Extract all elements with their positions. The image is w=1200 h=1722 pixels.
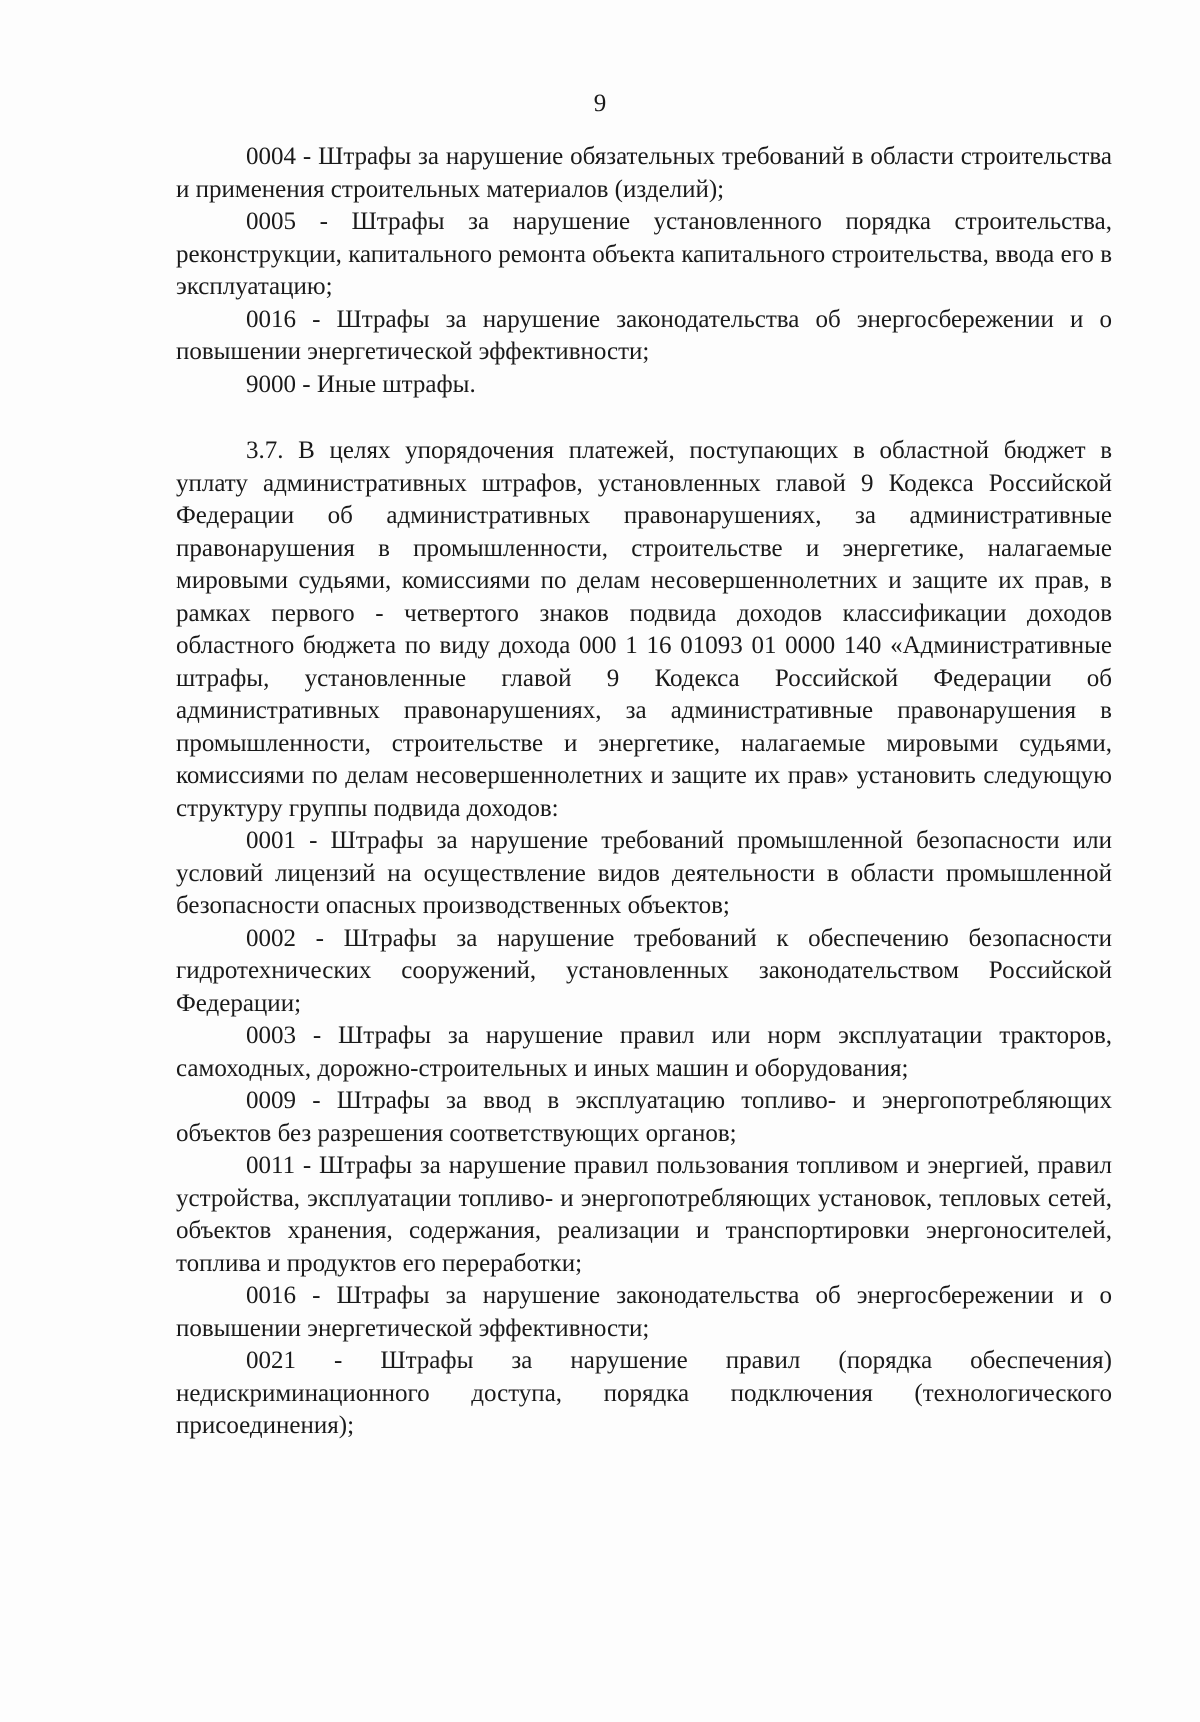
paragraph-code-0021: 0021 - Штрафы за нарушение правил (порядка обеспечения) недискриминационного доступа, порядка подключения (технологического присоединения); [176, 1347, 1112, 1439]
paragraph-code-0016-b: 0016 - Штрафы за нарушение законодательства об энергосбережении и о повышении энергетической эффективности; [176, 1282, 1112, 1342]
paragraph-code-0003: 0003 - Штрафы за нарушение правил или норм эксплуатации тракторов, самоходных, дорожно-строительных и иных машин и оборудования; [176, 1022, 1112, 1082]
document-body [176, 141, 1112, 1443]
paragraph-code-0009: 0009 - Штрафы за ввод в эксплуатацию топливо- и энергопотребляющих объектов без разрешения соответствующих органов; [176, 1087, 1112, 1147]
paragraph-code-0004: 0004 - Штрафы за нарушение обязательных требований в области строительства и применения строительных материалов (изделий); [176, 143, 1112, 203]
paragraph-code-0001: 0001 - Штрафы за нарушение требований промышленной безопасности или условий лицензий на осуществление видов деятельности в области промышленной безопасности опасных производственных объектов; [176, 827, 1112, 919]
paragraph-code-0002: 0002 - Штрафы за нарушение требований к обеспечению безопасности гидротехнических сооружений, установленных законодательством Российской Федерации; [176, 924, 1112, 1017]
paragraph-code-0011: 0011 - Штрафы за нарушение правил пользования топливом и энергией, правил устройства, эксплуатации топливо- и энергопотребляющих установок, тепловых сетей, объектов хранения, содержания, реализации и транспортировки энергоносителей, топлива и продуктов его переработки; [176, 1152, 1112, 1277]
paragraph-section-3-7: 3.7. В целях упорядочения платежей, поступающих в областной бюджет в уплату административных штрафов, установленных главой 9 Кодекса Российской Федерации об административных правонарушениях, за административные правонарушения в промышленности, строительстве и энергетике, налагаемые мировыми судьями, комиссиями по делам несовершеннолетних и защите их прав, в рамках первого - четвертого знаков подвида доходов классификации доходов областного бюджета по виду дохода 000 1 16 01093 01 0000 140 «Административные штрафы, установленные главой 9 Кодекса Российской Федерации об административных правонарушениях, за административные правонарушения в промышленности, строительстве и энергетике, налагаемые мировыми судьями, комиссиями по делам несовершеннолетних и защите их прав» установить следующую структуру группы подвида доходов: [176, 437, 1112, 822]
paragraph-code-0005: 0005 - Штрафы за нарушение установленного порядка строительства, реконструкции, капитального ремонта объекта капитального строительства, ввода его в эксплуатацию; [176, 208, 1112, 300]
page-number: 9 [593, 90, 607, 117]
section-gap [176, 401, 1112, 435]
paragraph-code-9000: 9000 - Иные штрафы. [246, 370, 476, 398]
paragraph-code-0016: 0016 - Штрафы за нарушение законодательства об энергосбережении и о повышении энергетической эффективности; [176, 305, 1112, 365]
